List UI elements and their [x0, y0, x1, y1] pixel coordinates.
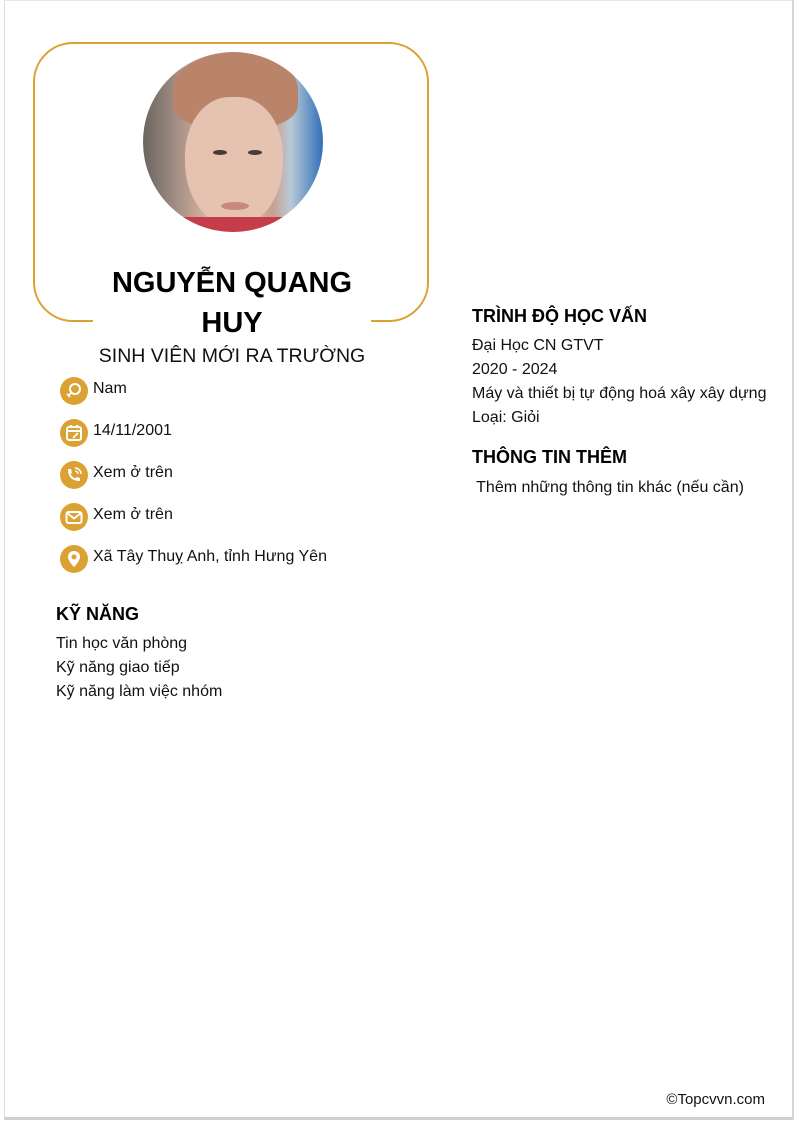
- education-details: [472, 334, 766, 430]
- skill-item: Tin học văn phòng: [56, 635, 188, 652]
- education-line: 2020 - 2024: [472, 361, 558, 378]
- education-line: Đại Học CN GTVT: [472, 337, 604, 354]
- email-value: Xem ở trên: [93, 506, 173, 523]
- address-value: Xã Tây Thuỵ Anh, tỉnh Hưng Yên: [93, 548, 327, 565]
- phone-value: Xem ở trên: [93, 464, 173, 481]
- cv-page: [4, 0, 794, 1120]
- gender-icon: [60, 377, 88, 405]
- gender-value: Nam: [93, 380, 127, 397]
- extra-info-text: Thêm những thông tin khác (nếu cần): [472, 479, 744, 496]
- birthday-value: 14/11/2001: [93, 422, 172, 439]
- phone-icon: [60, 461, 88, 489]
- skills-list: [56, 632, 222, 704]
- extra-info-heading: THÔNG TIN THÊM: [472, 447, 627, 467]
- copyright-footer: ©Topcvvn.com: [666, 1091, 765, 1108]
- skill-item: Kỹ năng giao tiếp: [56, 659, 180, 676]
- calendar-icon: [60, 419, 88, 447]
- email-icon: [60, 503, 88, 531]
- avatar: [143, 52, 323, 232]
- education-line: Máy và thiết bị tự động hoá xây xây dựng: [472, 385, 767, 402]
- education-line: Loại: Giỏi: [472, 409, 540, 426]
- location-icon: [60, 545, 88, 573]
- skill-item: Kỹ năng làm việc nhóm: [56, 683, 223, 700]
- candidate-name: NGUYỄN QUANG HUY: [111, 267, 353, 339]
- education-heading: TRÌNH ĐỘ HỌC VẤN: [472, 306, 647, 326]
- skills-heading: KỸ NĂNG: [56, 604, 140, 624]
- candidate-title: SINH VIÊN MỚI RA TRƯỜNG: [98, 345, 366, 367]
